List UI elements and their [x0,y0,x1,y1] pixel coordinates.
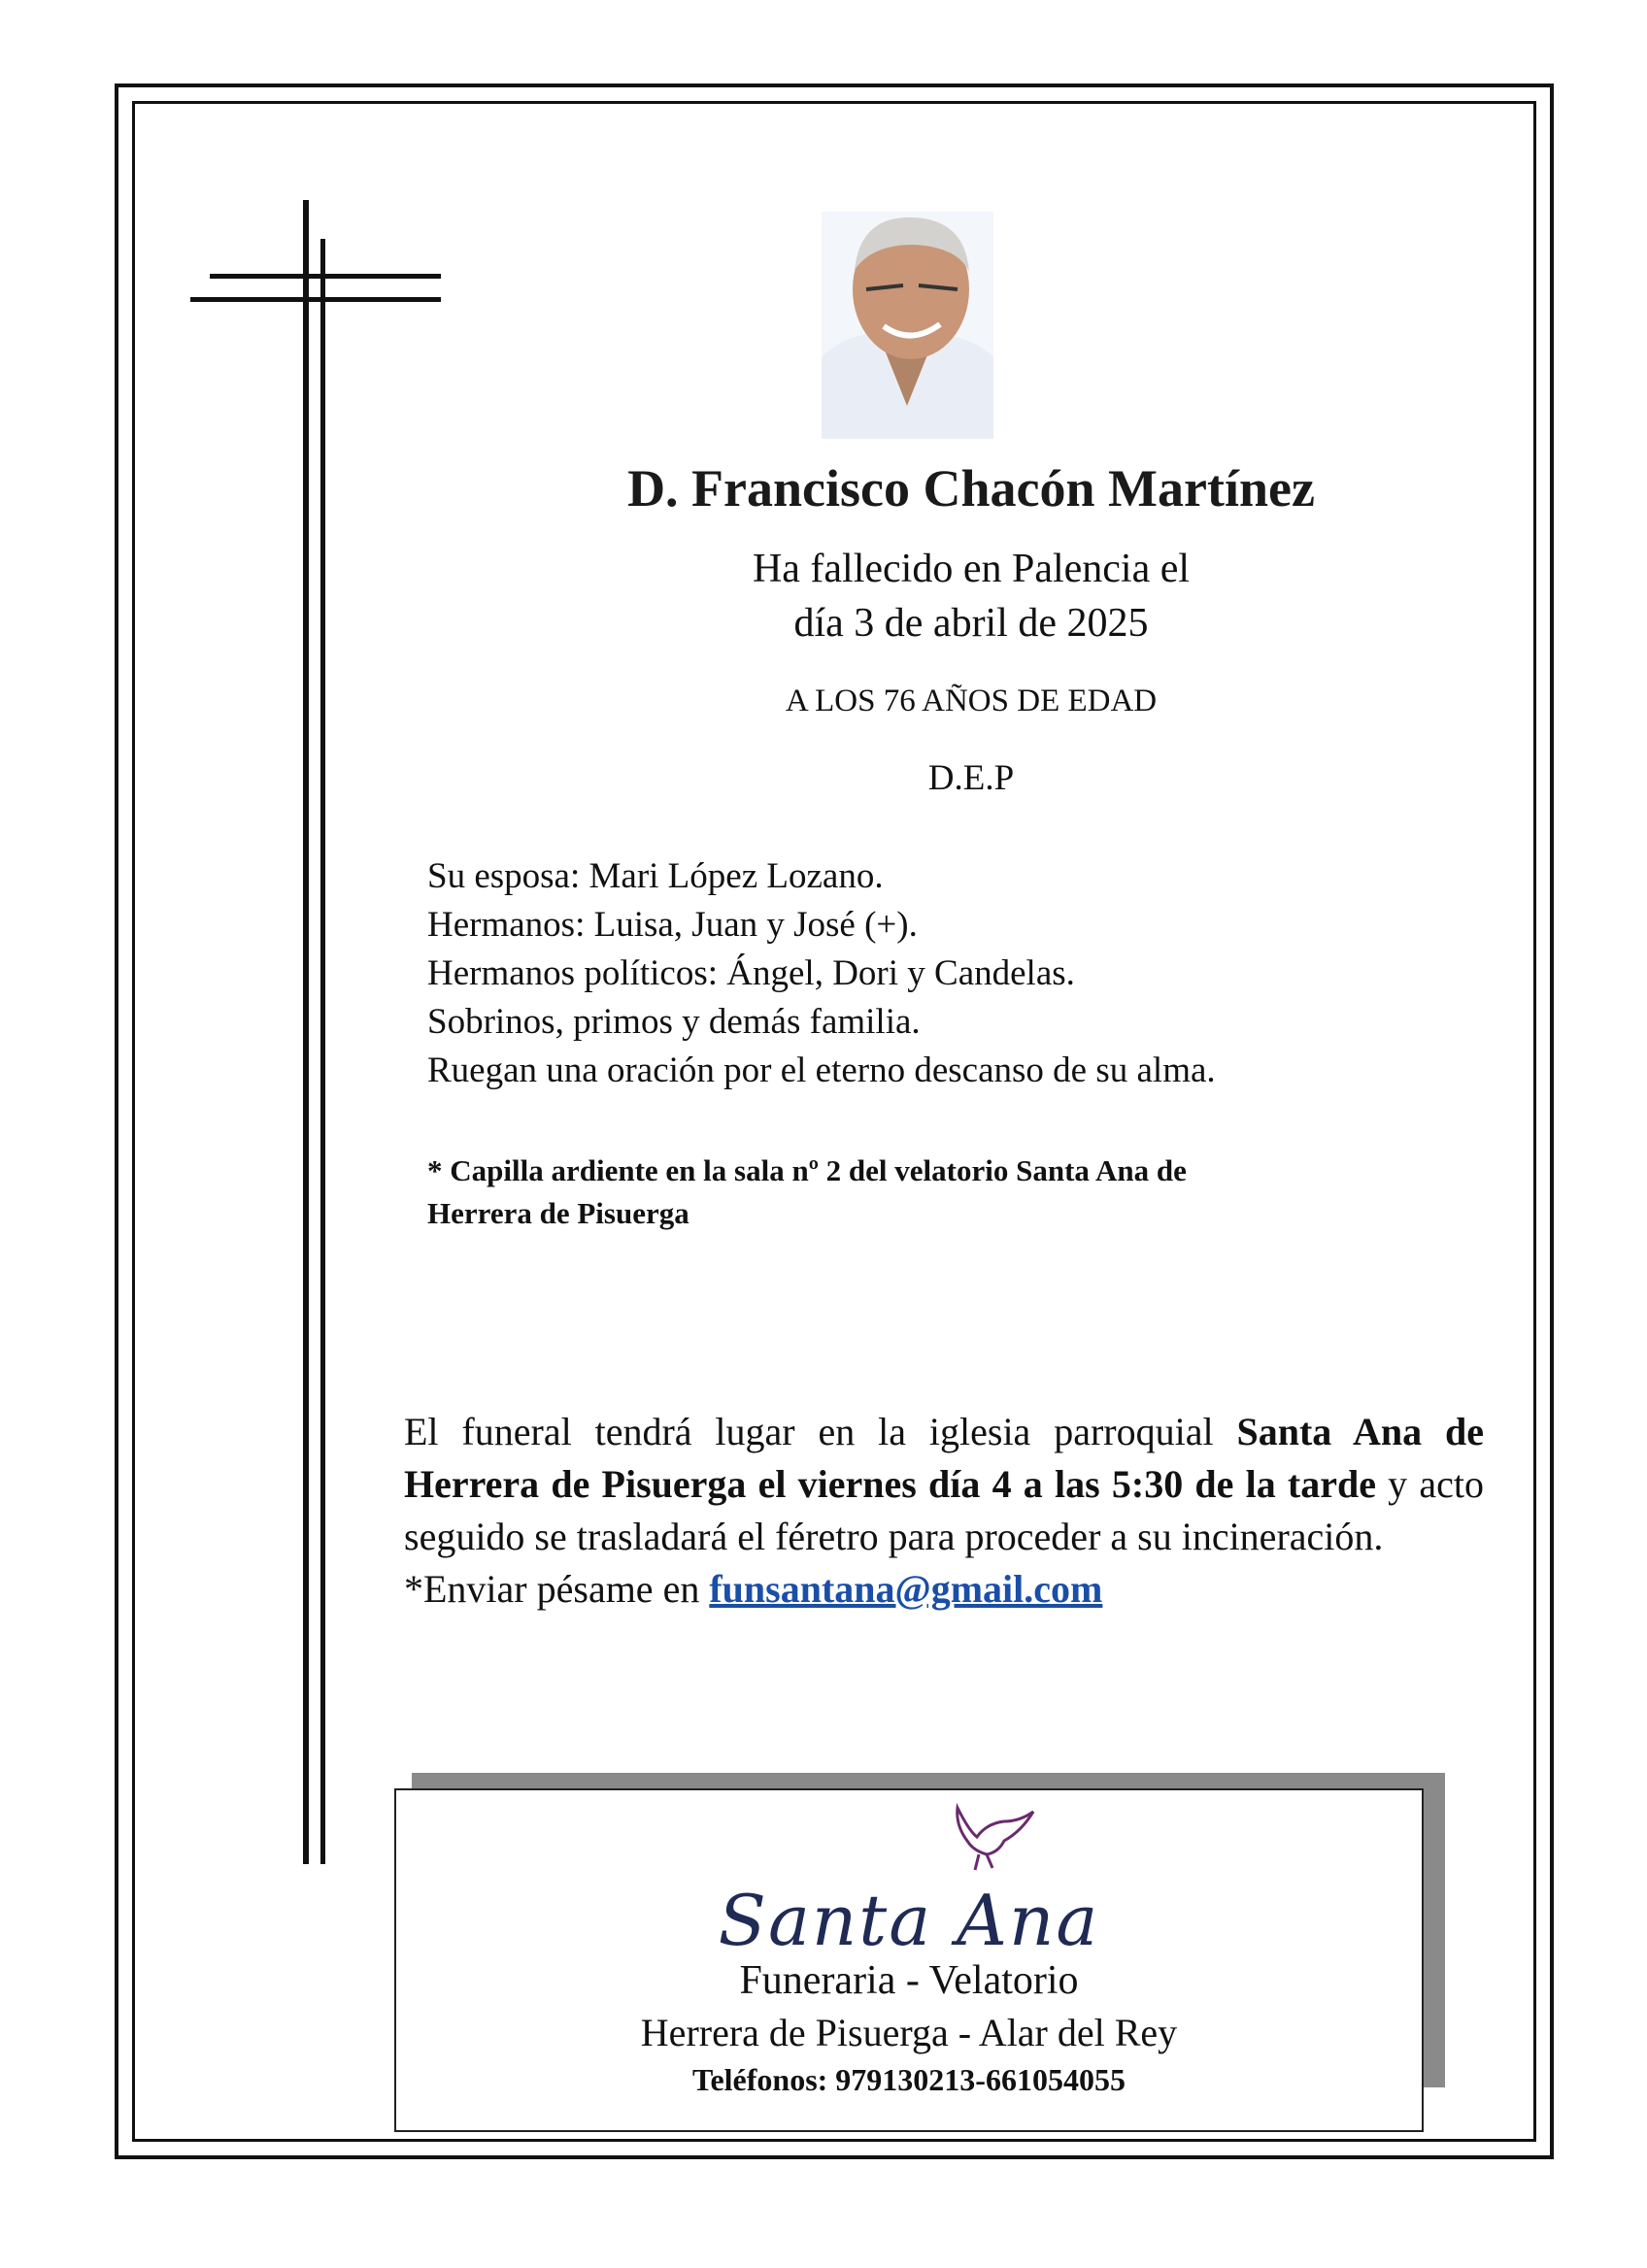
funeral-notice [404,1406,1484,1616]
funeral-rest: y acto seguido se trasladará el féretro para proceder a su incineración. [404,1462,1484,1558]
family-list [427,852,1216,1095]
family-line-siblings: Hermanos: Luisa, Juan y José (+). [427,905,918,945]
chapel-notice [427,1150,1187,1235]
dove-icon [948,1802,1037,1874]
deceased-name: D. Francisco Chacón Martínez [627,459,1315,517]
funeral-home-phones: Teléfonos: 979130213-661054055 [692,2062,1126,2097]
funeral-home-brand: Santa Ana [718,1880,1100,1961]
family-line-prayer: Ruegan una oración por el eterno descanso de su alma. [427,1051,1216,1090]
condolence-email-link[interactable]: funsantana@gmail.com [709,1567,1103,1611]
age-line: A LOS 76 AÑOS DE EDAD [785,684,1158,718]
funeral-home-type: Funeraria - Velatorio [739,1958,1079,2003]
funeral-home-locations: Herrera de Pisuerga - Alar del Rey [640,2011,1178,2054]
family-line-spouse: Su esposa: Mari López Lozano. [427,856,884,896]
deceased-portrait [822,212,993,439]
chapel-line-1: * Capilla ardiente en la sala nº 2 del velatorio Santa Ana de [427,1153,1187,1187]
funeral-intro: El funeral tendrá lugar en la iglesia parroquial [404,1410,1237,1453]
death-place-line: Ha fallecido en Palencia el [752,547,1191,591]
family-line-relatives: Sobrinos, primos y demás familia. [427,1002,921,1042]
funeral-details: Santa Ana de Herrera de Pisuerga el viernes día 4 a las 5:30 de la tarde [404,1410,1484,1506]
dep-line: D.E.P [927,758,1015,798]
chapel-line-2: Herrera de Pisuerga [427,1196,689,1230]
family-line-in-laws: Hermanos políticos: Ángel, Dori y Candelas. [427,953,1075,993]
death-date-line: día 3 de abril de 2025 [793,601,1149,646]
condolence-prefix: *Enviar pésame en [404,1567,710,1611]
